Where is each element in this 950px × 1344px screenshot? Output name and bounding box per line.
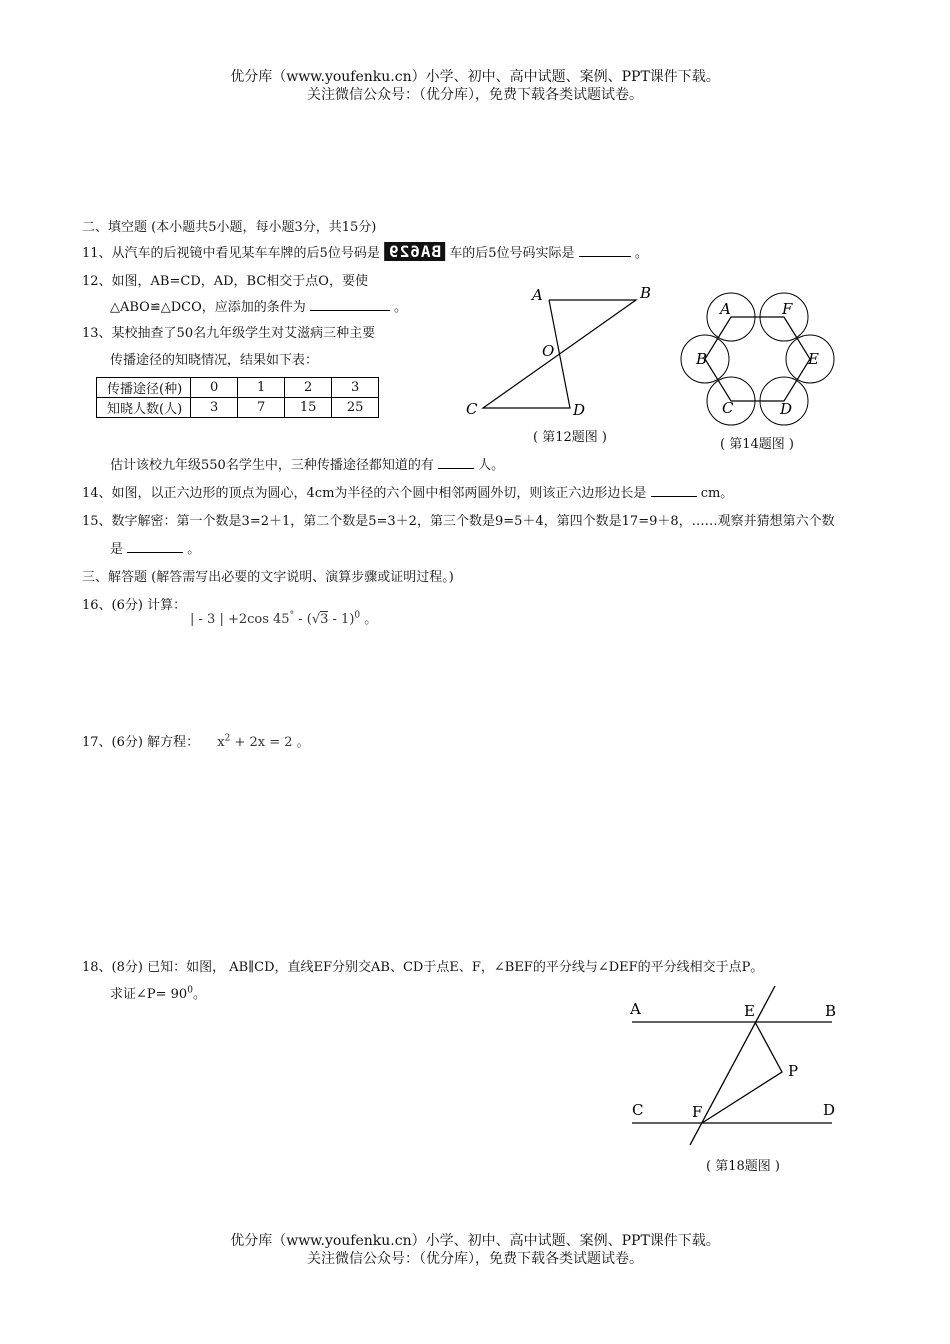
question-18-line1: 18、(8分) 已知：如图， AB∥CD，直线EF分别交AB、CD于点E、F，∠BEF的平分线与∠DEF的平分线相交于点P。 xyxy=(82,960,764,975)
q17-var: x xyxy=(217,735,225,750)
fig12-lines xyxy=(483,300,636,408)
fig12-label-A: A xyxy=(532,286,543,304)
q14-end: cm。 xyxy=(700,486,734,501)
table-row xyxy=(97,398,379,418)
question-17 xyxy=(82,731,310,750)
fig12-label-D: D xyxy=(573,401,586,419)
table-header-cell: 知晓人数(人) xyxy=(97,398,191,418)
fig12-label-B: B xyxy=(640,284,652,302)
q15-text: 是 xyxy=(110,542,124,557)
figure-12 xyxy=(460,280,660,420)
question-13-line2: 传播途径的知晓情况，结果如下表： xyxy=(110,353,319,368)
fig14-caption: ( 第14题图 ) xyxy=(720,437,794,452)
question-16-expression xyxy=(190,608,377,627)
table-row xyxy=(97,378,379,398)
table-cell: 1 xyxy=(238,378,285,398)
fig18-label-C: C xyxy=(632,1101,644,1119)
fig18-caption: ( 第18题图 ) xyxy=(706,1159,780,1174)
q16-expr-part: | - 3 | +2cos 45 xyxy=(190,612,290,627)
license-plate-image: BA629 xyxy=(384,242,445,261)
table-header-cell: 传播途径(种) xyxy=(97,378,191,398)
table-cell: 0 xyxy=(191,378,238,398)
q17-equation xyxy=(217,735,309,750)
q13-end: 人。 xyxy=(478,458,505,473)
fig14-label-A: A xyxy=(720,300,731,318)
q17-exponent: 2 xyxy=(224,733,231,744)
table-cell: 3 xyxy=(191,398,238,418)
q17-label: 17、(6分) 解方程： xyxy=(82,735,200,750)
q13-answer-blank[interactable] xyxy=(438,456,474,469)
fig18-label-B: B xyxy=(825,1002,837,1020)
fig18-label-D: D xyxy=(823,1101,836,1119)
q16-expr-part: - 1) xyxy=(328,612,355,627)
fig18-bisectors xyxy=(702,1022,782,1123)
q14-text: 14、如图，以正六边形的顶点为圆心，4cm为半径的六个圆中相邻两圆外切，则该正六边形边长是 xyxy=(82,486,647,501)
fig18-line-EF xyxy=(690,986,775,1145)
table-cell: 15 xyxy=(285,398,332,418)
question-15-line1: 15、数字解密：第一个数是3=2＋1，第二个数是5=3＋2，第三个数是9=5＋4，第四个数是17=9＋8，……观察并猜想第六个数 xyxy=(82,514,835,529)
fig14-label-B: B xyxy=(696,350,708,368)
q16-expr-part: - ( xyxy=(294,612,312,627)
table-cell: 7 xyxy=(238,398,285,418)
q15-answer-blank[interactable] xyxy=(127,540,183,553)
q11-answer-blank[interactable] xyxy=(579,244,631,257)
q14-answer-blank[interactable] xyxy=(651,484,697,497)
q18-degree: 0 xyxy=(187,985,193,996)
q18-end: 。 xyxy=(192,987,206,1002)
fig18-label-F: F xyxy=(692,1103,703,1121)
fig12-caption: ( 第12题图 ) xyxy=(533,430,607,445)
q16-end: 。 xyxy=(360,612,378,627)
fig14-label-F: F xyxy=(782,300,793,318)
page-header-line1: 优分库（www.youfenku.cn）小学、初中、高中试题、案例、PPT课件下载。 xyxy=(230,69,720,85)
question-13-line1: 13、某校抽查了50名九年级学生对艾滋病三种主要 xyxy=(82,326,376,341)
fig18-label-A: A xyxy=(630,1000,641,1018)
question-14 xyxy=(82,482,733,501)
question-11 xyxy=(82,242,648,261)
figure-14 xyxy=(680,290,840,430)
table-cell: 25 xyxy=(332,398,379,418)
fig14-hexagon xyxy=(705,317,810,401)
question-12-line2 xyxy=(110,296,407,315)
page-footer-line2: 关注微信公众号：（优分库），免费下载各类试题试卷。 xyxy=(307,1251,643,1267)
fig14-label-E: E xyxy=(808,350,819,368)
q11-text-pre: 11、从汽车的后视镜中看见某车车牌的后5位号码是 xyxy=(82,246,380,261)
table-cell: 3 xyxy=(332,378,379,398)
question-16-label: 16、(6分) 计算： xyxy=(82,598,187,613)
q15-end: 。 xyxy=(187,542,201,557)
q13-table xyxy=(96,377,379,418)
q12-text: △ABO≌△DCO，应添加的条件为 xyxy=(110,300,306,315)
q12-answer-blank[interactable] xyxy=(310,298,390,311)
page-footer-line1: 优分库（www.youfenku.cn）小学、初中、高中试题、案例、PPT课件下载。 xyxy=(230,1233,720,1249)
fig14-label-C: C xyxy=(722,399,734,417)
question-15-line2 xyxy=(110,538,200,557)
q16-exponent: 0 xyxy=(354,610,361,621)
page-header-line2: 关注微信公众号：（优分库），免费下载各类试题试卷。 xyxy=(307,87,643,103)
question-18-line2 xyxy=(110,983,206,1002)
q12-end: 。 xyxy=(394,300,408,315)
q18-text: 求证∠P= 90 xyxy=(110,987,188,1002)
figure-18 xyxy=(620,980,850,1155)
q11-text-post: 车的后5位号码实际是 xyxy=(449,246,575,261)
question-12-line1: 12、如图，AB=CD，AD，BC相交于点O，要使 xyxy=(82,274,368,289)
q16-radicand: 3 xyxy=(320,612,329,627)
fig18-label-P: P xyxy=(788,1062,799,1080)
fig12-label-O: O xyxy=(542,342,555,360)
question-13-line3 xyxy=(110,454,504,473)
fig18-label-E: E xyxy=(744,1002,755,1020)
table-cell: 2 xyxy=(285,378,332,398)
q17-rest: + 2x = 2 。 xyxy=(230,735,310,750)
q13-text: 估计该校九年级550名学生中，三种传播途径都知道的有 xyxy=(110,458,434,473)
sqrt-symbol: √ xyxy=(311,612,321,627)
fig12-label-C: C xyxy=(466,400,478,418)
section2-title: 二、填空题 (本小题共5小题，每小题3分，共15分) xyxy=(82,220,377,235)
section3-title: 三、解答题 (解答需写出必要的文字说明、演算步骤或证明过程。) xyxy=(82,570,454,585)
q16-degree: ° xyxy=(289,610,295,621)
fig14-label-D: D xyxy=(780,400,793,418)
q11-end: 。 xyxy=(634,246,648,261)
